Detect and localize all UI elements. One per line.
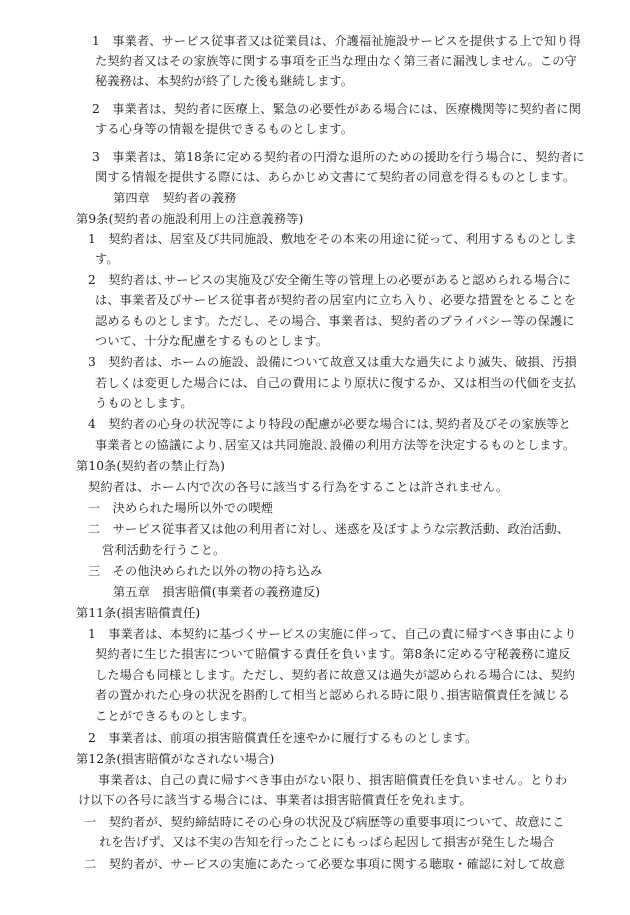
- chapter-heading: 第四章 契約者の義務: [113, 191, 237, 205]
- paragraph-line: た契約者又はその家族等に関する事項を正当な理由なく第三者に漏洩しません。この守: [95, 54, 577, 68]
- paragraph-line: 事業者は、自己の責に帰すべき事由がない限り、損害賠償責任を負いません。とりわ: [98, 773, 568, 787]
- list-item-line: 一 契約者が、契約締結時にその心身の状況及び病歴等の重要事項について、故意にこ: [84, 815, 565, 829]
- paragraph-line: した場合も同様とします。ただし、契約者に故意又は過失が認められる場合には、契約: [95, 668, 576, 682]
- paragraph-line: 関する情報を提供する際には、あらかじめ文書にて契約者の同意を得るものとします。: [95, 170, 576, 184]
- paragraph-line: 認めるものとします。ただし、その場合、事業者は、契約者のプライバシー等の保護に: [95, 314, 575, 328]
- paragraph-line: 3 契約者は、ホームの施設、設備について故意又は重大な過失により滅失、破損、汚損: [88, 355, 577, 369]
- paragraph-line: 若しくは変更した場合には、自己の費用により原状に復するか、又は相当の代価を支払: [95, 376, 577, 390]
- paragraph-line: する心身等の情報を提供できるものとします。: [95, 122, 354, 136]
- paragraph-line: 者の置かれた心身の状況を斟酌して相当と認められる時に限り､損害賠償責任を減じる: [95, 688, 571, 702]
- paragraph-line: 3 事業者は、第18条に定める契約者の円滑な退所のための援助を行う場合に、契約者に: [92, 150, 585, 164]
- paragraph-line: 1 事業者は、本契約に基づくサービスの実施に伴って、自己の責に帰すべき事由により: [88, 627, 577, 641]
- paragraph-line: 事業者との協議により､居室又は共同施設､設備の利用方法等を決定するものとします。: [95, 438, 576, 452]
- paragraph-line: 契約者に生じた損害について賠償する責任を負います。第8条に定める守秘義務に違反: [95, 647, 571, 661]
- paragraph-line: 2 契約者は､サービスの実施及び安全衛生等の管理上の必要があると認められる場合に: [88, 273, 571, 287]
- paragraph-line: 2 事業者は、契約者に医療上、緊急の必要性がある場合には、医療機関等に契約者に関: [92, 102, 582, 116]
- article-heading: 第9条(契約者の施設利用上の注意義務等): [76, 212, 304, 226]
- paragraph-line: け以下の各号に該当する場合には、事業者は損害賠償責任を免れます。: [78, 793, 472, 807]
- paragraph-line: うものとします。: [95, 396, 193, 410]
- article-heading: 第12条(損害賠償がなされない場合): [76, 752, 275, 766]
- list-item-line: 営利活動を行うこと。: [102, 543, 226, 557]
- paragraph-line: ついて、十分な配慮をするものとします。: [95, 334, 329, 348]
- paragraph-line: 1 契約者は、居室及び共同施設、敷地をその本来の用途に従って、利用するものとしま: [88, 232, 577, 246]
- list-item-line: 二 契約者が、サービスの実施にあたって必要な事項に関する聴取・確認に対して故意: [84, 857, 566, 871]
- paragraph-line: 秘義務は、本契約が終了した後も継続します。: [95, 74, 354, 88]
- list-item-line: 二 サービス従事者又は他の利用者に対し、迷惑を及ぼすような宗教活動、政治活動、: [88, 522, 570, 536]
- paragraph-line: 2 事業者は、前項の損害賠償責任を速やかに履行するものとします。: [88, 731, 478, 745]
- article-heading: 第11条(損害賠償責任): [76, 606, 201, 620]
- paragraph-line: ことができるものとします。: [95, 709, 255, 723]
- paragraph-line: 1 事業者、サービス従事者又は従業員は、介護福祉施設サービスを提供する上で知り得: [92, 34, 582, 48]
- paragraph-line: す。: [95, 252, 119, 266]
- article-heading: 第10条(契約者の禁止行為): [76, 459, 225, 473]
- paragraph-line: は、事業者及びサービス従事者が契約者の居室内に立ち入り、必要な措置をとることを: [95, 293, 577, 307]
- list-item-line: 三 その他決められた以外の物の持ち込み: [88, 564, 323, 578]
- list-item-line: 一 決められた場所以外での喫煙: [88, 501, 274, 515]
- chapter-heading: 第五章 損害賠償(事業者の義務違反): [113, 585, 321, 599]
- paragraph-line: 4 契約者の心身の状況等により特段の配慮が必要な場合には､契約者及びその家族等と: [88, 417, 571, 431]
- paragraph-line: 契約者は、ホーム内で次の各号に該当する行為をすることは許されません。: [88, 480, 509, 494]
- list-item-line: れを告げず、又は不実の告知を行ったことにもっぱら起因して損害が発生した場合: [99, 835, 555, 849]
